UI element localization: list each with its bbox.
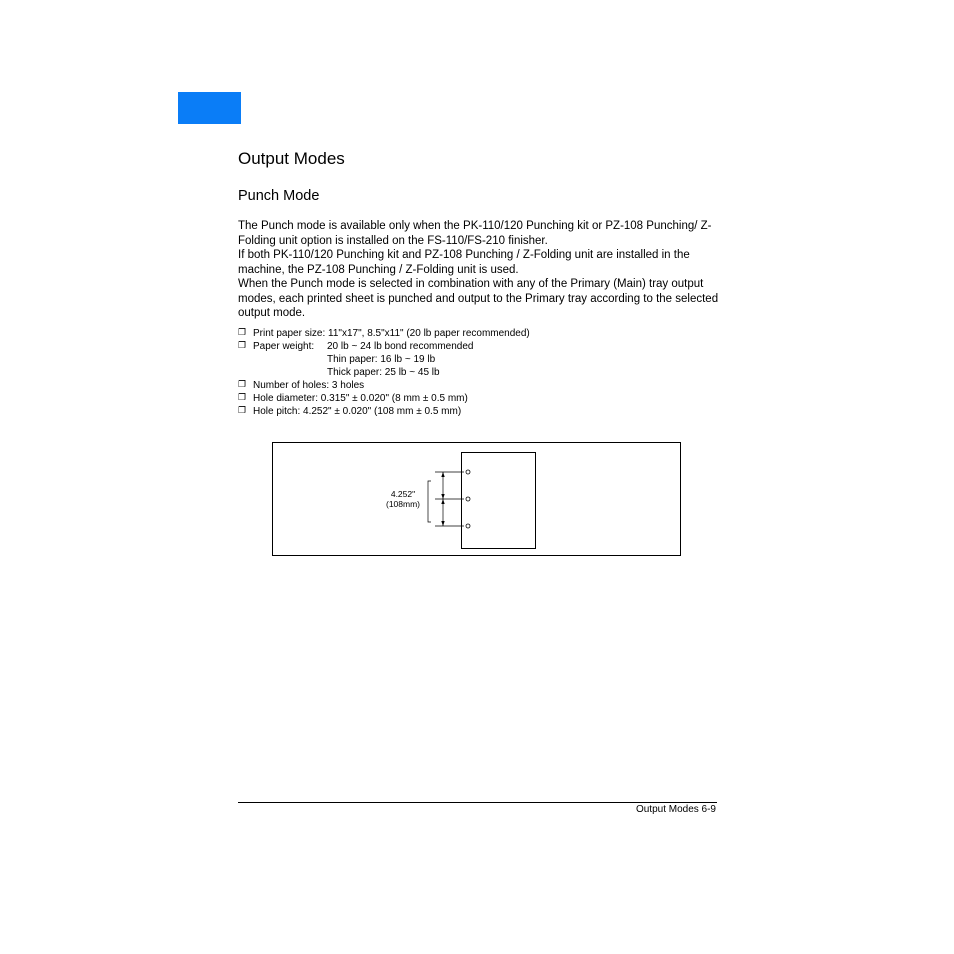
arrow-top [441, 472, 444, 477]
dimension-mm: (108mm) [385, 499, 420, 509]
punch-diagram [272, 442, 681, 556]
spec-holes-text: Number of holes: 3 holes [253, 380, 365, 391]
checkbox-bullet-icon: ❐ [238, 380, 247, 390]
footer-page-label: Output Modes 6-9 [635, 804, 716, 815]
paragraph-both-installed: If both PK-110/120 Punching kit and PZ-108 Punching / Z-Folding unit are installed in the machine, the PZ-108 Punching / Z-Folding unit is used. [238, 249, 690, 276]
checkbox-bullet-icon: ❐ [238, 406, 247, 416]
punch-hole-top [466, 470, 470, 474]
checkbox-bullet-icon: ❐ [238, 328, 247, 338]
spec-paper-size [238, 327, 728, 340]
arrow-bottom [441, 521, 444, 526]
checkbox-bullet-icon: ❐ [238, 341, 247, 351]
dimension-inches: 4.252" [390, 489, 416, 499]
paragraph-combination: When the Punch mode is selected in combination with any of the Primary (Main) tray output modes, each printed sheet is punched and output to the Primary tray according to the selected output mode. [238, 278, 719, 319]
paper-sheet [462, 453, 536, 549]
checkbox-bullet-icon: ❐ [238, 393, 247, 403]
punch-hole-bottom [466, 524, 470, 528]
spec-paper-weight-thick: Thick paper: 25 lb ~ 45 lb [327, 367, 440, 378]
spec-paper-weight-label: Paper weight: [253, 341, 315, 352]
chapter-tab [178, 92, 241, 124]
arrow-middle-down [441, 499, 444, 504]
spec-paper-size-text: Print paper size: 11"x17", 8.5"x11" (20 lb paper recommended) [253, 328, 530, 339]
spec-list [238, 327, 728, 418]
spec-hole-diameter [238, 392, 728, 405]
section-title: Output Modes [238, 149, 345, 168]
spec-hole-pitch-text: Hole pitch: 4.252" ± 0.020" (108 mm ± 0.5 mm) [253, 406, 462, 417]
spec-paper-weight [238, 340, 728, 379]
subsection-title: Punch Mode [238, 188, 320, 204]
spec-holes [238, 379, 728, 392]
spec-paper-weight-thin: Thin paper: 16 lb ~ 19 lb [327, 354, 436, 365]
spec-hole-diameter-text: Hole diameter: 0.315" ± 0.020" (8 mm ± 0.5 mm) [253, 393, 468, 404]
punch-hole-middle [466, 497, 470, 501]
dimension-label [373, 489, 433, 509]
paragraph-availability: The Punch mode is available only when the PK-110/120 Punching kit or PZ-108 Punching/ Z-Folding unit option is installed on the FS-110/FS-210 finisher. [238, 220, 712, 247]
punch-diagram-drawing [273, 443, 682, 557]
spec-paper-weight-bond: 20 lb ~ 24 lb bond recommended [327, 341, 474, 352]
arrow-middle-up [441, 494, 444, 499]
spec-hole-pitch [238, 405, 728, 418]
